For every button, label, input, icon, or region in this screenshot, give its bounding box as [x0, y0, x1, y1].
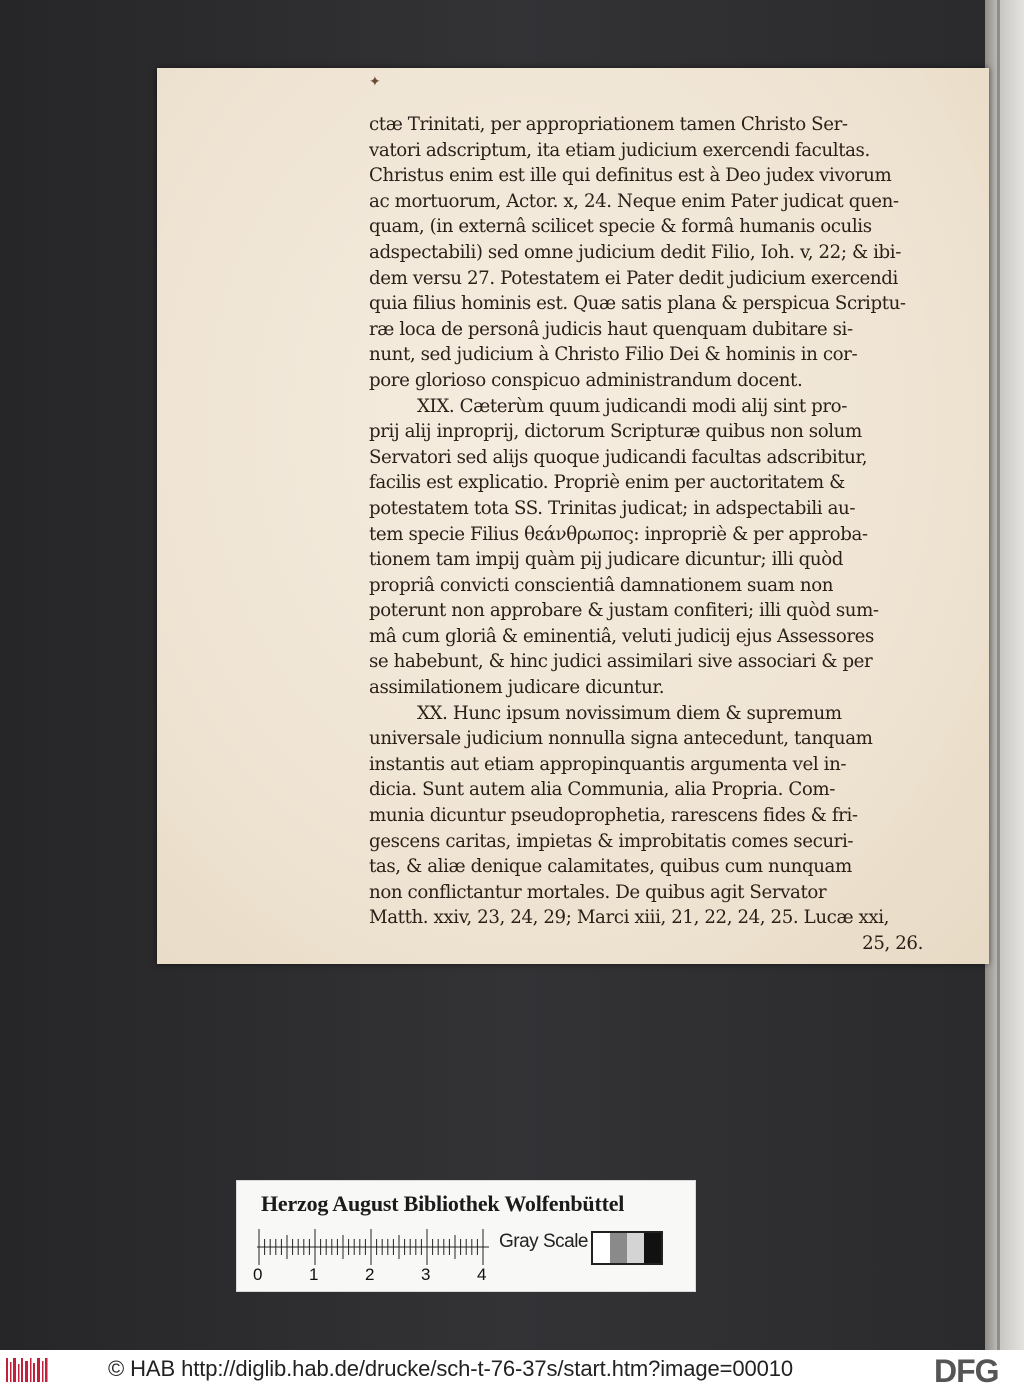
text-line: se habebunt, & hinc judici assimilari sive associari & per — [369, 651, 873, 673]
text-line: tem specie Filius θεάνθρωπος: inpropriè & per approba- — [369, 523, 868, 545]
text-line: dicia. Sunt autem alia Communia, alia Propria. Com- — [369, 779, 836, 801]
gray-scale-label: Gray Scale — [499, 1231, 588, 1252]
text-line: 25, 26. — [862, 933, 923, 954]
library-name: Herzog August Bibliothek Wolfenbüttel — [261, 1191, 625, 1216]
text-line: prij alij inproprij, dictorum Scripturæ quibus non solum — [369, 421, 862, 443]
ruler-number: 1 — [309, 1265, 319, 1284]
text-line: universale judicium nonnulla signa antecedunt, tanquam — [369, 728, 873, 750]
gray-patch — [644, 1233, 661, 1263]
printer-ornament: ✦ — [369, 74, 381, 90]
text-line: instantis aut etiam appropinquantis argumenta vel in- — [369, 753, 847, 775]
footer-bar — [0, 1350, 1024, 1390]
text-line: ctæ Trinitati, per appropriationem tamen Christo Ser- — [369, 114, 848, 135]
text-line: ræ loca de personâ judicis haut quenquam dubitare si- — [369, 318, 853, 340]
text-line: XIX. Cæterùm quum judicandi modi alij sint pro- — [417, 395, 847, 417]
text-line: Servatori sed alijs quoque judicandi facultas adscribitur, — [369, 446, 868, 468]
text-line: quia filius hominis est. Quæ satis plana & perspicua Scriptu- — [369, 293, 906, 315]
ruler-number: 0 — [253, 1265, 263, 1284]
dfg-logo — [932, 1353, 1018, 1387]
text-line: potestatem tota SS. Trinitas judicat; in adspectabili au- — [369, 497, 856, 519]
gray-patch — [610, 1233, 627, 1263]
text-line: nunt, sed judicium à Christo Filio Dei & hominis in cor- — [369, 344, 858, 366]
text-line: Matth. xxiv, 23, 24, 29; Marci xiii, 21, 22, 24, 25. Lucæ xxi, — [369, 907, 890, 929]
text-line: assimilationem judicare dicuntur. — [369, 677, 665, 699]
barcode-icon — [6, 1356, 50, 1384]
text-line: gescens caritas, impietas & improbitatis comes securi- — [369, 830, 854, 852]
ruler-number: 2 — [365, 1265, 375, 1284]
ruler-numbers — [253, 1265, 513, 1285]
text-line: vatori adscriptum, ita etiam judicium exercendi facultas. — [369, 139, 870, 161]
text-line: pore glorioso conspicuo administrandum docent. — [369, 369, 803, 391]
gray-patch — [593, 1233, 610, 1263]
copyright-link[interactable]: © HAB http://diglib.hab.de/drucke/sch-t-76-37s/start.htm?image=00010 — [108, 1356, 794, 1381]
text-line: propriâ convicti conscientiâ damnationem suam non — [369, 574, 834, 596]
text-line: mâ cum gloriâ & eminentiâ, veluti judicij ejus Assessores — [369, 625, 874, 647]
text-line: facilis est explicatio. Propriè enim per auctoritatem & — [369, 472, 845, 494]
gray-patch — [627, 1233, 644, 1263]
text-line: ac mortuorum, Actor. x, 24. Neque enim Pater judicat quen- — [369, 190, 899, 212]
text-line: non conflictantur mortales. De quibus agit Servator — [369, 881, 827, 903]
page-fold-shadow — [997, 0, 1000, 1350]
ruler-number: 3 — [421, 1265, 431, 1284]
ruler-number: 4 — [477, 1265, 487, 1284]
text-line: Christus enim est ille qui definitus est à Deo judex vivorum — [369, 165, 892, 187]
text-line: tionem tam impij quàm pij judicare dicuntur; illi quòd — [369, 549, 843, 571]
color-calibration-card — [236, 1180, 696, 1292]
gray-scale-swatch — [591, 1231, 663, 1265]
text-line: XX. Hunc ipsum novissimum diem & supremum — [417, 702, 842, 724]
text-line: tas, & aliæ denique calamitates, quibus cum nunquam — [369, 856, 852, 878]
text-line: adspectabili) sed omne judicium dedit Filio, Ioh. v, 22; & ibi- — [369, 241, 901, 263]
text-line: munia dicuntur pseudoprophetia, rarescens fides & fri- — [369, 805, 858, 827]
adjacent-page-edge — [985, 0, 1024, 1350]
text-line: poterunt non approbare & justam confiteri; illi quòd sum- — [369, 600, 879, 622]
svg-text:DFG: DFG — [934, 1353, 999, 1387]
page-text — [369, 112, 967, 957]
measurement-ruler — [257, 1229, 493, 1265]
text-line: dem versu 27. Potestatem ei Pater dedit judicium exercendi — [369, 267, 898, 289]
text-line: quam, (in externâ scilicet specie & formâ humanis oculis — [369, 216, 872, 238]
